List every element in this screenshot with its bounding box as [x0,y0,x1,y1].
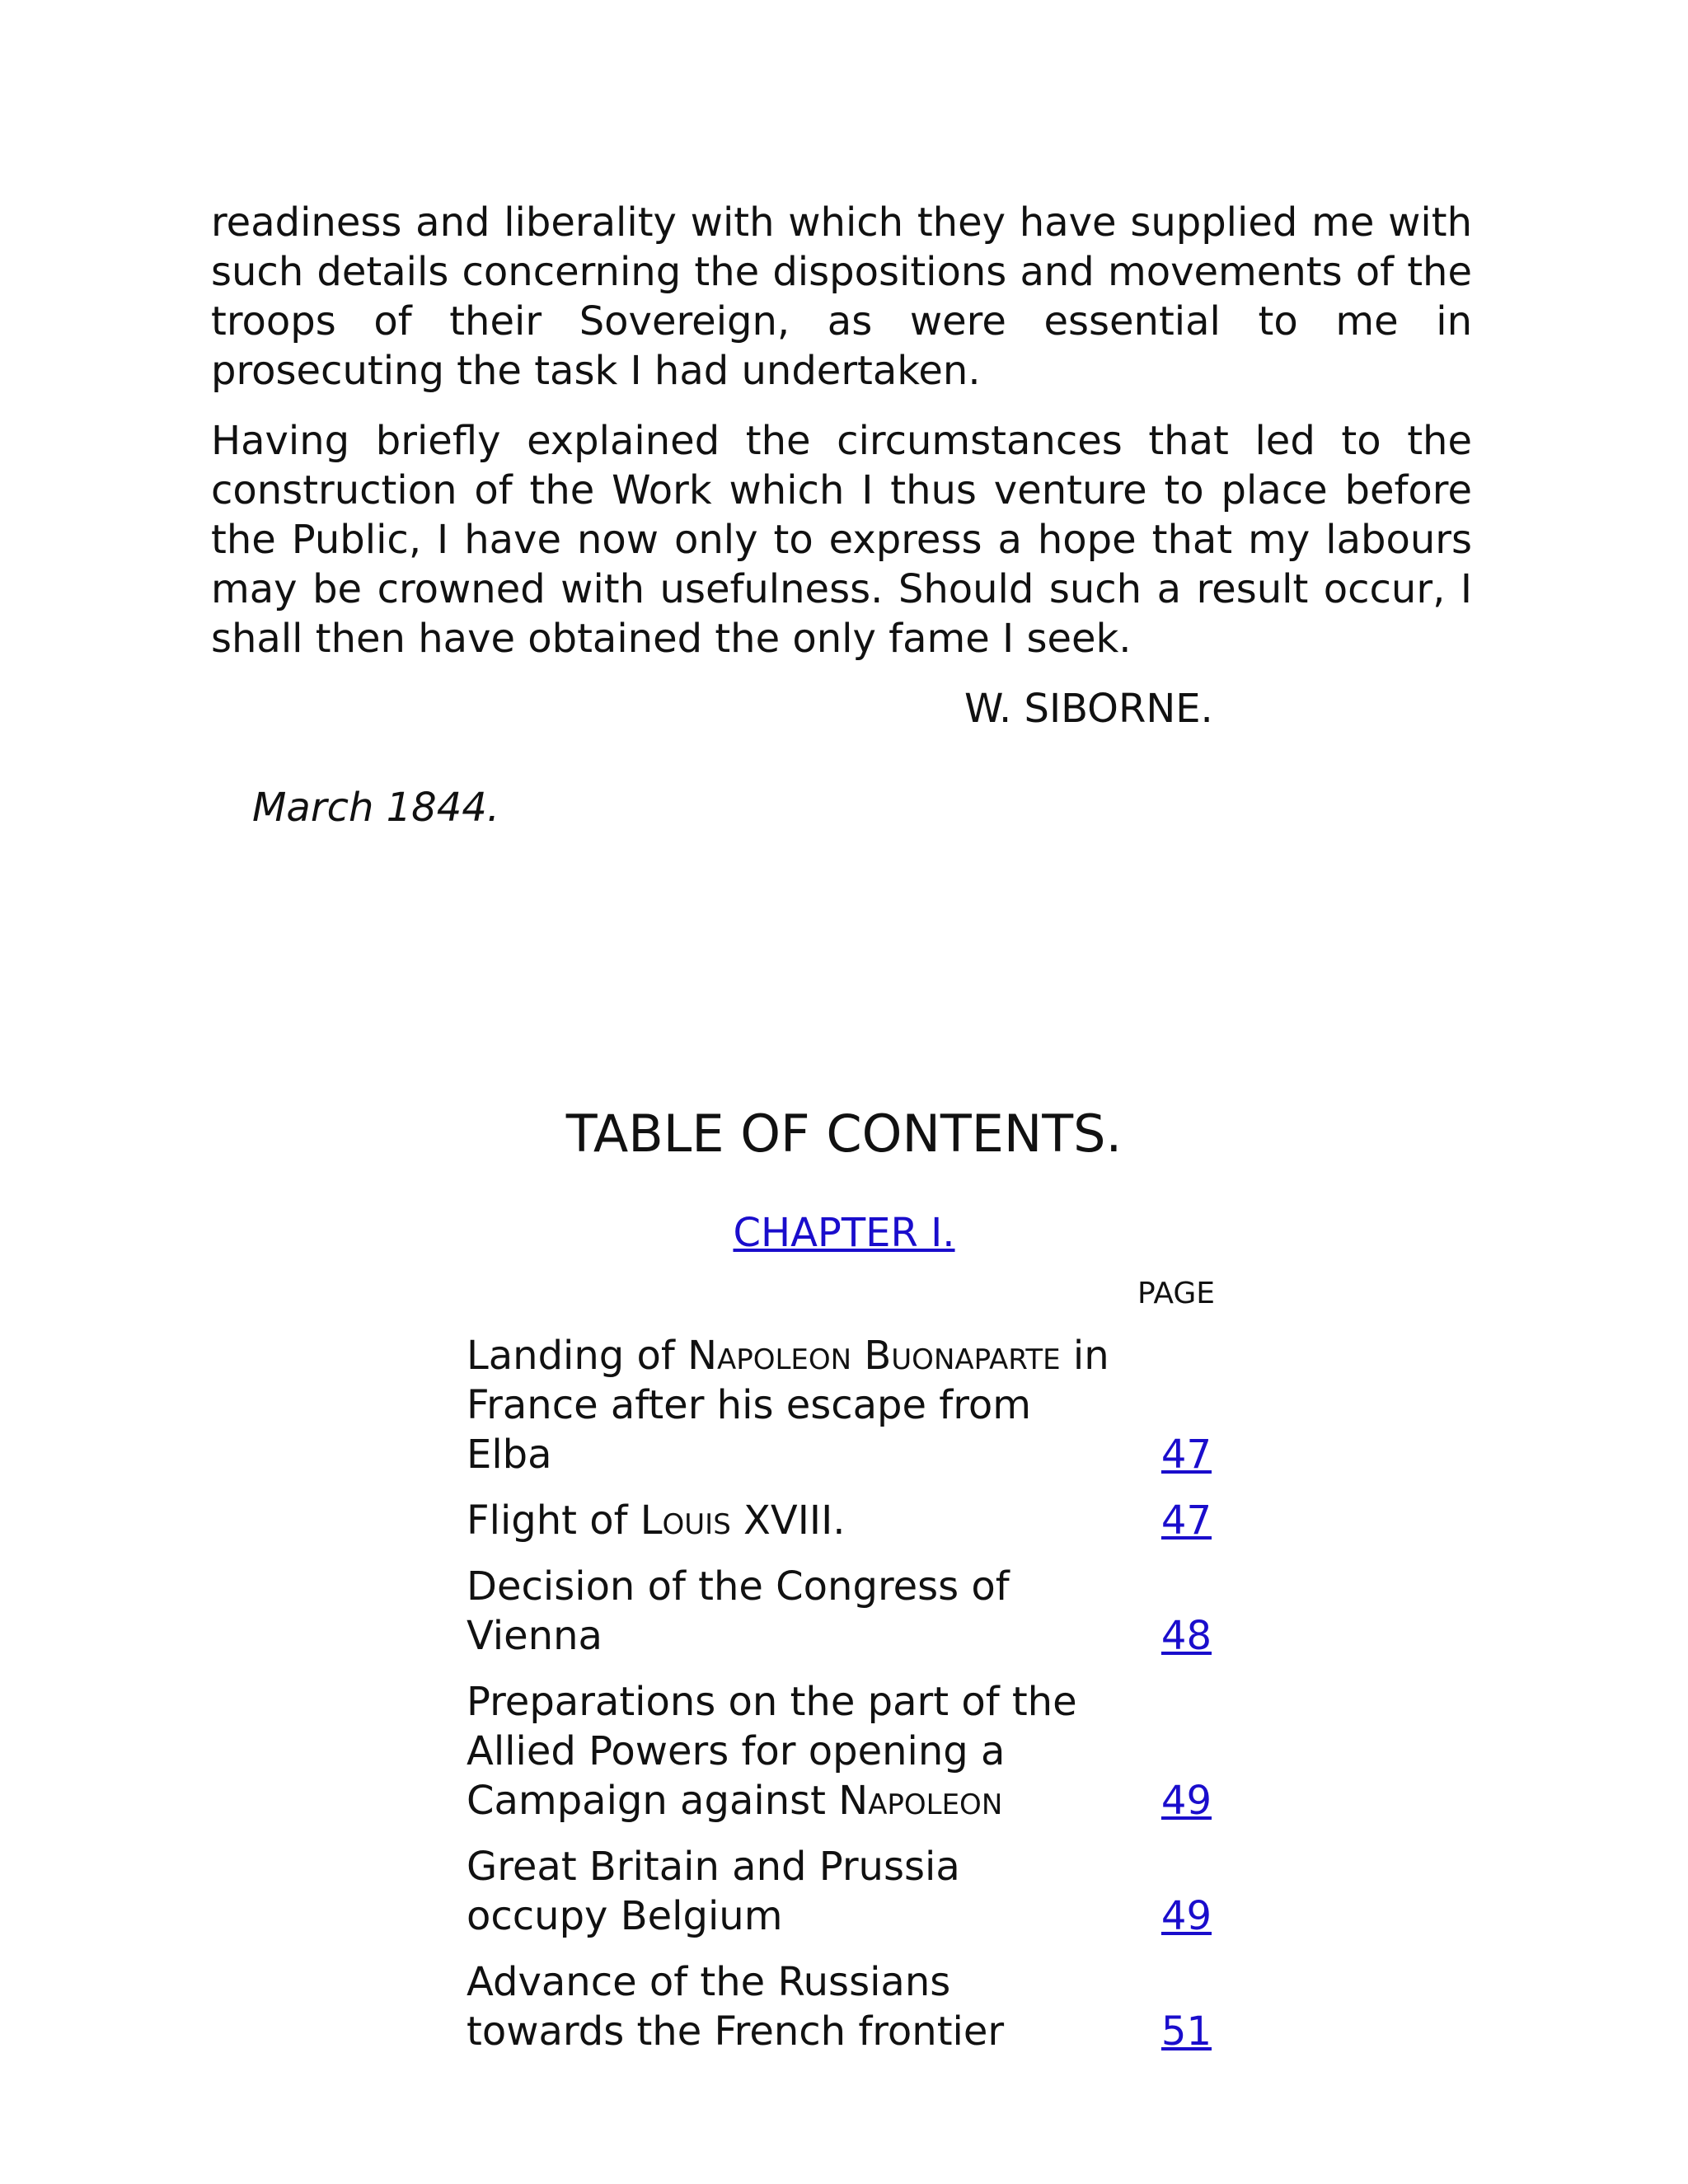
toc-page-link[interactable]: 49 [1160,1893,1212,1939]
toc-page-cell [1109,1562,1212,1677]
toc-entry-text-part: Advance of the Russians towards the French frontier [467,1959,1005,2055]
toc-title: TABLE OF CONTENTS. [565,1104,1123,1164]
toc-page-cell [1109,1496,1212,1562]
toc-page-link[interactable]: 47 [1160,1432,1212,1478]
toc-page-link[interactable]: 51 [1160,2008,1212,2055]
toc-entry-text [467,1842,1109,1957]
preface-paragraph-1: readiness and liberality with which they have supplied me with such details concerning the dispositions and movements of the troops of their Sovereign, as were essential to me in prosecuting the task I had undertaken. [211,199,1472,394]
toc-page-cell [1109,1331,1212,1496]
toc-entry-name-smallcaps: Napoleon [838,1778,1003,1824]
toc-row [467,1957,1212,2073]
toc-entry-name-smallcaps: Louis [640,1497,731,1544]
toc-entry-text [467,1562,1109,1677]
toc-page-cell [1109,1677,1212,1842]
toc-entry-text-part: Great Britain and Prussia occupy Belgium [467,1844,960,1939]
toc-page-cell [1109,1957,1212,2073]
toc-page-link[interactable]: 47 [1160,1497,1212,1544]
toc-row [467,1562,1212,1677]
toc-page-cell [1109,1842,1212,1957]
toc-entry-text-part: in France after his escape from Elba [467,1333,1109,1478]
toc-entry-text-part: Decision of the Congress of Vienna [467,1563,1010,1659]
toc-page-link[interactable]: 49 [1160,1778,1212,1824]
toc-page-link[interactable]: 48 [1160,1613,1212,1659]
chapter-1-link[interactable]: CHAPTER I. [733,1210,955,1256]
toc-entry-text [467,1496,1109,1562]
preface-paragraph-2: Having briefly explained the circumstances that led to the construction of the Work which I thus venture to place before the Public, I have now only to express a hope that my labours may be crowned with usefulness. Should such a result occur, I shall then have obtained the only fame I seek. [211,418,1472,662]
toc-row [467,1842,1212,1957]
page-column-header: PAGE [1137,1277,1216,1310]
toc-row [467,1331,1212,1496]
toc-entry-text [467,1677,1109,1842]
toc-row [467,1496,1212,1562]
toc-entry-text-part: Preparations on the part of the Allied Powers for opening a Campaign against [467,1679,1077,1824]
toc-table [467,1331,1212,2073]
toc-entry-text-part: XVIII. [730,1497,846,1544]
toc-row [467,1677,1212,1842]
chapter-heading [0,1208,1688,1258]
toc-entry-text-part: Landing of [467,1333,688,1379]
author-signature: W. SIBORNE. [964,686,1213,732]
toc-entry-name-smallcaps: Napoleon Buonaparte [687,1333,1061,1379]
toc-entry-text-part: Flight of [467,1497,640,1544]
preface-date: March 1844. [252,785,500,831]
toc-entry-text [467,1331,1109,1496]
toc-entry-text [467,1957,1109,2073]
